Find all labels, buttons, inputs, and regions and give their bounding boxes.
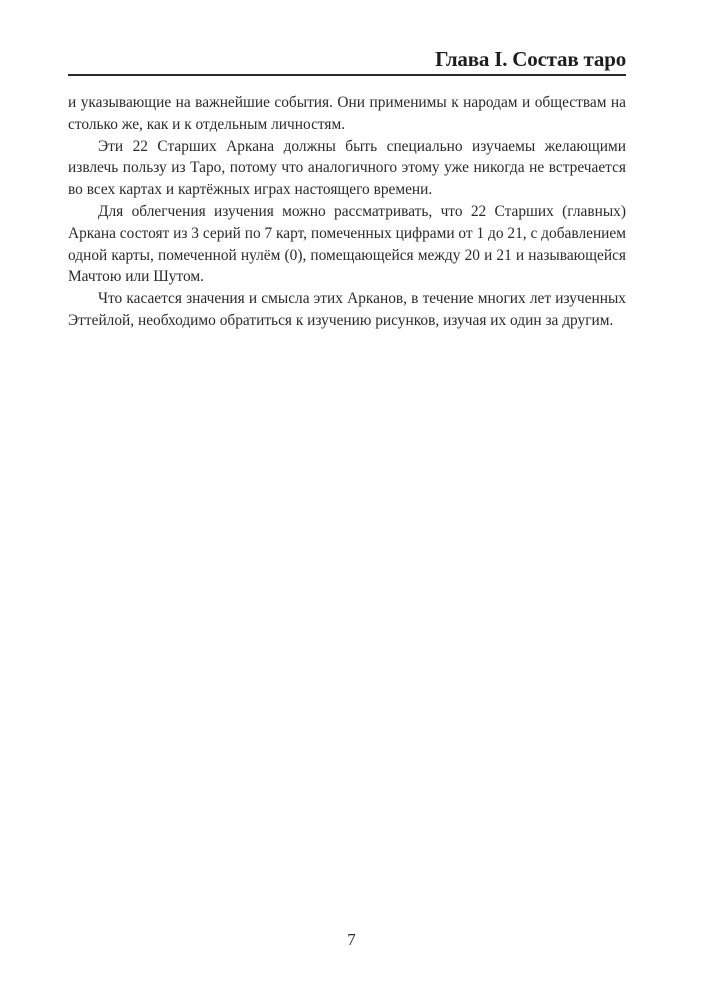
paragraph-continuation: и указывающие на важнейшие события. Они применимы к народам и обществам на столько же, как и к отдельным личностям. <box>68 94 626 133</box>
page-number: 7 <box>347 930 356 949</box>
paragraph: Для облегчения изучения можно рассматривать, что 22 Старших (главных) Аркана состоят из 3 серий по 7 карт, помеченных цифрами от 1 до 21, с добавлением одной карты, помеченной нулём (0), помещающейся между 20 и 21 и называющейся Мачтою или Шутом. <box>68 202 626 286</box>
header-rule <box>68 74 626 76</box>
paragraph: Эти 22 Старших Аркана должны быть специально изучаемы желающими извлечь пользу из Таро, потому что аналогичного этому уже никогда не встречается во всех картах и картёжных играх настоящего времени. <box>68 137 626 199</box>
paragraph: Что касается значения и смысла этих Арканов, в течение многих лет изученных Эттейлой, необходимо обратиться к изучению рисунков, изучая их один за другим. <box>68 290 626 329</box>
body-text <box>68 92 626 332</box>
running-header: Глава I. Состав таро <box>435 47 626 71</box>
